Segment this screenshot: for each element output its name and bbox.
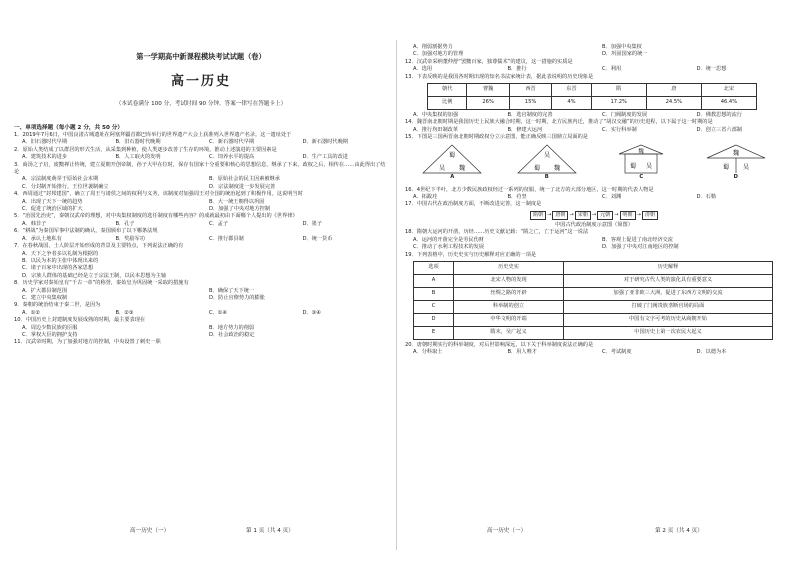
table-header-row <box>428 84 757 97</box>
diagram-label: B <box>544 173 549 180</box>
diagram-label: D <box>733 173 738 180</box>
table-cell: 隋末，吴广起义 <box>454 326 564 339</box>
option: B．大一统王朝得以巩固 <box>209 198 265 205</box>
table-row <box>414 313 773 326</box>
diagram-c <box>596 144 686 181</box>
table-cell: 中国历史上第一次农民大起义 <box>564 326 773 339</box>
question-stem: 8．历史学家对秦始皇有“千古一帝”的称誉，秦始皇为巩固统一采取的措施有 <box>14 280 189 287</box>
option: B．以民为本的主张中体现出来的 <box>22 257 99 264</box>
table-cell: 选项 <box>414 261 454 274</box>
table-cell: A <box>414 274 454 287</box>
diagram-top: 蜀 <box>449 151 456 159</box>
right-column <box>405 0 783 562</box>
diagram-top: 魏 <box>638 148 645 155</box>
question-options <box>14 273 388 280</box>
option: D．生产工具的改进 <box>302 154 348 161</box>
question-stem: 11．汉武帝时期，为了加强对地方的控制，中央设置了刺史一职 <box>14 339 161 346</box>
question-stem: 6．“耕战”为秦国军事中法制的确认，秦国颁布了以下哪条法规 <box>14 228 158 235</box>
option: D．③④ <box>302 309 321 316</box>
flow-step: 宋朝 <box>575 211 591 220</box>
option: D．石勒 <box>696 194 717 201</box>
q18-options <box>405 237 783 244</box>
table-cell: 24.5% <box>646 97 701 110</box>
section-heading: 一、单项选择题（每小题 2 分，共 50 分） <box>14 125 123 131</box>
flow-step: 明朝 <box>620 211 636 220</box>
option: C．利用 <box>602 66 622 73</box>
footer-subject: 高一历史（一） <box>487 528 527 534</box>
option: B．修建大运河 <box>507 126 543 133</box>
flow-step: 清朝 <box>642 211 658 220</box>
q19-stem: 19．下列表格中，历史史实与历史解释对应正确的一项是 <box>405 251 537 258</box>
table-cell: 科举制的创立 <box>454 300 564 313</box>
footer-page: 第 1 页（共 4 页） <box>246 528 294 534</box>
flow-step: 唐朝 <box>552 211 568 220</box>
option: A．扩大郡县制范围 <box>22 287 68 294</box>
table-cell: 西晋 <box>509 84 551 97</box>
diagram-left: 蜀 <box>630 162 637 170</box>
table-cell: 北宋人物的发现 <box>454 274 564 287</box>
option: D．加强了中央对地方控制 <box>209 206 271 213</box>
diagram-top: 魏 <box>732 149 739 157</box>
option: C．推动了水利工程技术的发展 <box>413 244 485 251</box>
right-questions <box>405 44 783 357</box>
option: C．新石器时代早期 <box>209 139 255 146</box>
table-row <box>428 97 757 110</box>
diagram-left: 吴 <box>439 164 446 172</box>
option: A．分科取士 <box>413 349 443 356</box>
q18-stem: 18．隋朝大运河的开凿，历经……历史文献记载：“隋之亡，亡于运河”这一说法 <box>405 229 589 236</box>
table-cell: E <box>414 326 454 339</box>
option: B．奖励军功 <box>115 235 145 242</box>
option: B．旧石器时代晚期 <box>115 139 161 146</box>
table-cell: B <box>414 287 454 300</box>
question-options <box>14 251 388 258</box>
option: A．韩非子 <box>22 220 47 227</box>
option: A．周边少数民族的臣服 <box>22 324 78 331</box>
left-column <box>14 0 388 562</box>
table-cell: D <box>414 313 454 326</box>
q11-options-b <box>405 51 783 58</box>
table-cell: C <box>414 300 454 313</box>
option: D．统一思想 <box>696 66 727 73</box>
table-cell: 丝绸之路的开辟 <box>454 287 564 300</box>
diagram-left: 蜀 <box>533 164 540 172</box>
diagram-label: C <box>639 173 644 180</box>
column-divider <box>396 40 397 550</box>
option: C．①④ <box>209 309 228 316</box>
q20-options <box>405 349 783 356</box>
table-row <box>414 326 773 339</box>
question-stem: 4．西周通过“封邦建国”，确立了周王与诸侯之间的权利与义务，该制度对加强周王对全国的统治起到了积极作用。这说明当时 <box>14 191 303 198</box>
question-options <box>14 176 388 183</box>
table-cell: 唐 <box>646 84 701 97</box>
q17-flow: 隋朝 → 唐朝 → 宋朝 → 元朝 → 明朝 → 清朝 <box>405 211 783 220</box>
table-cell: 历史解释 <box>564 261 773 274</box>
option: B．用人唯才 <box>507 349 537 356</box>
q15-stem: 15．下图是三国两晋南北朝时期政权分立示意图，能正确反映三国鼎立局面的是 <box>405 134 588 141</box>
question-options <box>14 265 388 272</box>
table-cell: 历史史实 <box>454 261 564 274</box>
pagoda-icon <box>611 144 671 174</box>
question-options <box>14 288 388 295</box>
table-cell: 朝代 <box>428 84 467 97</box>
option: C．加强对地方的管理 <box>413 51 464 58</box>
option: B．客观上促进了南北经济交流 <box>602 236 673 243</box>
diagram-right: 吴 <box>742 163 749 171</box>
option: C．分封制开始推行，王位世袭制确立 <box>22 183 109 190</box>
option: A．削弱割据势力 <box>413 44 453 50</box>
table-row <box>414 300 773 313</box>
subject-title: 高一历史 <box>170 74 231 89</box>
history-table <box>413 261 773 340</box>
table-row <box>414 274 773 287</box>
exam-title: 第一学期高中新课程模块考试试题（卷） <box>136 52 266 61</box>
q20-stem: 20．唐朝时期实行的科举制度，对后世影响深远，以下关于科举制度说法正确的是 <box>405 341 594 348</box>
question-options <box>14 139 388 146</box>
table-row <box>414 287 773 300</box>
flow-step: 隋朝 <box>530 211 546 220</box>
q12-stem: 12．汉武帝采纳董仲舒“罢黜百家，独尊儒术”的建议，这一措施的实质是 <box>405 58 573 65</box>
option: C．推行郡县制 <box>209 235 244 242</box>
option: A．①② <box>22 309 41 316</box>
table-cell: 15% <box>509 97 551 110</box>
q18-options-b <box>405 244 783 251</box>
option: A．推行均田制改革 <box>413 126 459 133</box>
question-stem: 3．商汤之子启，废黜禅让传统，建立夏朝开创帝制，孙子大甲在位时，保存有国家十分重要和核心的思想信息，继承了下来，政权之后，相传在……由此得出了结论 <box>14 161 386 176</box>
triangle-icon <box>422 144 482 174</box>
table-header-row <box>414 261 773 274</box>
q16-stem: 16．4世纪下半叶，北方少数民族政权经过一系列的征服，统一了北方的大部分地区，这一时期的代表人物是 <box>405 186 654 193</box>
triangle-icon <box>517 144 577 174</box>
roof-icon <box>706 144 766 174</box>
table-cell: 4% <box>552 97 591 110</box>
q13-stem: 13．下表反映的是我国各时期出现的知名书法家统计表，据此表说明的历史现象是 <box>405 73 594 80</box>
diagram-left: 蜀 <box>722 163 729 171</box>
option: A．天下之争者多以礼制为根据的 <box>22 250 99 257</box>
option: D．统一货币 <box>302 235 333 242</box>
question-options <box>14 199 388 206</box>
table-cell: 17.2% <box>591 97 646 110</box>
option: C．考试制度 <box>602 349 632 356</box>
footer-subject: 高一历史（一） <box>130 528 170 534</box>
option: B．人工取火的发明 <box>115 154 161 161</box>
q17-caption: 中国古代政治制度示意图（简图） <box>555 221 633 228</box>
option: C．孟子 <box>209 220 229 227</box>
diagram-right: 魏 <box>459 164 466 172</box>
option: A．选用 <box>413 66 433 73</box>
option: D．防止官僚势力的膨胀 <box>209 294 265 301</box>
option: B．地方势力的削弱 <box>209 324 255 331</box>
table-cell: 曹魏 <box>467 84 509 97</box>
table-cell: 东晋 <box>552 84 591 97</box>
option: D．加强了中央对江南地区的控制 <box>602 244 679 251</box>
diagram-right: 魏 <box>553 164 560 172</box>
option: D．新石器时代晚期 <box>302 139 348 146</box>
diagram-a <box>407 144 497 181</box>
table-cell: 中华文明的开端 <box>454 313 564 326</box>
option: D．创立三省六部制 <box>696 126 742 133</box>
diagram-top: 吴 <box>543 151 550 159</box>
table-cell: 北宋 <box>701 84 756 97</box>
diagram-right: 吴 <box>646 162 653 170</box>
option: B．孔子 <box>115 220 135 227</box>
dynasty-table <box>427 83 757 110</box>
table-cell: 46.4% <box>701 97 756 110</box>
option: B．选官制度的完善 <box>507 112 553 119</box>
option: D．巩固国家的统一 <box>602 51 648 58</box>
table-cell: 比例 <box>428 97 467 110</box>
option: A．出现了天下一统的趋势 <box>22 198 83 205</box>
kingdom-diagrams <box>405 144 783 186</box>
option: A．拓跋珪 <box>413 194 438 201</box>
table-cell: 打破了门阀贵族垄断官场的局面 <box>564 300 773 313</box>
footer-page: 第 2 页（共 4 页） <box>655 528 703 534</box>
option: A．建筑技术的进步 <box>22 154 68 161</box>
option: A．承认土地私有 <box>22 235 62 242</box>
table-cell: 对于研究古代人类的演化具有重要意义 <box>564 274 773 287</box>
option: C．刘渊 <box>602 194 622 201</box>
option: D．佛教思想的流行 <box>696 112 742 119</box>
option: C．饲养水平的提高 <box>209 154 255 161</box>
table-cell: 加强了亚非欧三大洲，促进了东西方文明的交流 <box>564 287 773 300</box>
option: C．促进了统治区域的扩大 <box>22 206 83 213</box>
option: D．墨子 <box>302 220 323 227</box>
diagram-d <box>691 144 781 181</box>
option: B．②③ <box>115 309 134 316</box>
question-stem: 10．中国历史上封建制度发展成熟的时期，最主要表现在 <box>14 317 146 324</box>
table-cell: 隋 <box>591 84 646 97</box>
option: D．以德为本 <box>696 349 727 356</box>
q17-stem: 17．中国古代在政治制度方面，不断改进完善，这一制度是 <box>405 201 542 208</box>
option: B．原始社会的民主因素被继承 <box>209 176 280 183</box>
q12-options <box>405 66 783 73</box>
table-cell: 中国有文字可考的历史从商朝开始 <box>564 313 773 326</box>
option: A．运河的开凿完全是劳民伤财 <box>413 236 484 243</box>
option: C．门阀制度的发展 <box>602 112 648 119</box>
option: B．确保了天下统一 <box>209 287 255 294</box>
option: D．社会政治的稳定 <box>209 331 255 338</box>
option: C．实行科举制 <box>602 126 637 133</box>
q14-stem: 14．魏晋南北朝时期是我国历史上民族大融合时期，这一时期，北方民族内迁，推动了“胡汉交融”的历史进程，以下属于这一时期的是 <box>405 119 713 126</box>
question-stem: 9．秦朝的统治结束于秦二世，是因为 <box>14 302 101 309</box>
option: C．建立中央集权制 <box>22 294 68 301</box>
diagram-label: A <box>450 173 455 180</box>
diagram-b <box>502 144 592 181</box>
option: B．推行 <box>507 66 527 73</box>
exam-instructions: （本试卷满分 100 分，考试时间 90 分钟。答案一律写在答题卡上） <box>115 101 287 107</box>
question-stem: 7．在春秋战国，士人阶层开始形成的背景及主要特点，下列说法正确的有 <box>14 243 184 250</box>
question-options <box>14 325 388 332</box>
option: C．掌权大臣的拥护支持 <box>22 331 78 338</box>
option: A．旧石器时代早期 <box>22 139 68 146</box>
question-stem: 5．“治国先治吏”，秦朝汉武帝的理想，对中央集权制度的选任制度有哪些内容？的成就最初由下面哪个人提出的《世界律》 <box>14 213 298 220</box>
left-questions <box>14 124 388 347</box>
question-options <box>14 154 388 161</box>
option: D．宗法制度进一步发展完善 <box>209 183 276 190</box>
question-stem: 2．原始人类结成了以群居的形式生活，从采集到种植，使人类逐步改善了生存的环境。推动上述演进的主要因素是 <box>14 146 277 153</box>
option: A．中央集权的加强 <box>413 112 459 119</box>
option: C．诸子百家中出现的各家思想 <box>22 265 94 272</box>
question-options <box>14 236 388 243</box>
option: B．苻坚 <box>507 194 527 201</box>
table-cell: 26% <box>467 97 509 110</box>
option: B．加强中央集权 <box>602 44 642 50</box>
option: A．宗法制度萌芽于原始社会末期 <box>22 176 99 183</box>
option: D．宗族人群体的基础已经是立于宗法王制，以民本思想为主轴 <box>22 272 167 279</box>
question-stem: 1．2019年7月6日，中国良渚古城遗址在阿塞拜疆首都巴库举行的世界遗产大会上获准列入世界遗产名录。这一遗址处于 <box>14 132 292 138</box>
flow-step: 元朝 <box>597 211 613 220</box>
